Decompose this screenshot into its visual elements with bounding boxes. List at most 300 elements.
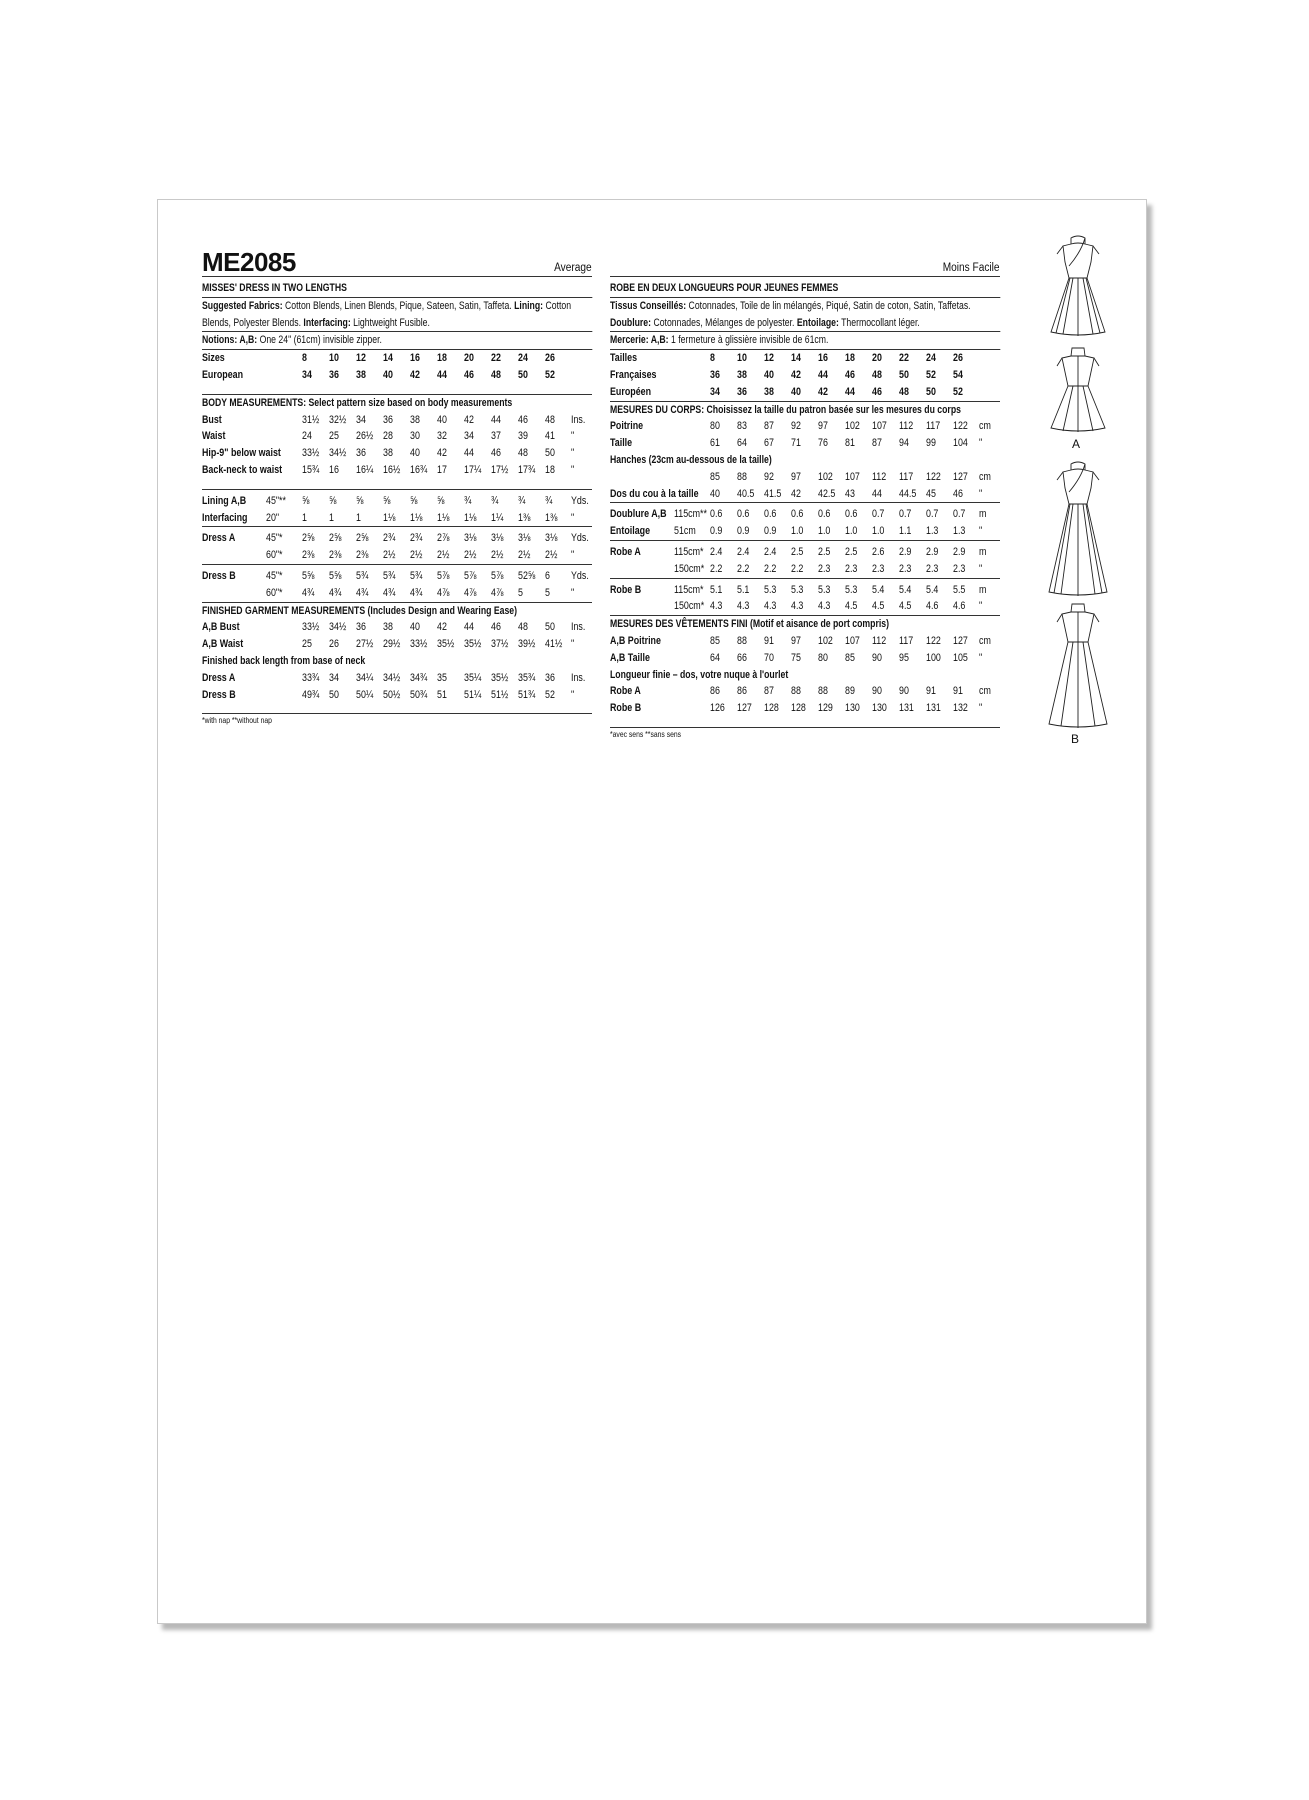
unit-label: " (979, 487, 983, 500)
table-cell: 39 (518, 430, 528, 443)
table-cell: 99 (926, 437, 936, 450)
table-cell: 5.3 (845, 583, 858, 596)
row-label: Waist (202, 430, 226, 443)
unit-label: cm (979, 685, 991, 698)
table-cell: 44.5 (899, 487, 917, 500)
table-cell: 2.2 (737, 562, 750, 575)
pattern-title-fr: ROBE EN DEUX LONGUEURS POUR JEUNES FEMMES (610, 280, 1000, 298)
table-cell: 2½ (545, 549, 558, 562)
size-table (202, 350, 592, 384)
table-cell: 48 (872, 368, 882, 381)
table-cell: 50 (899, 368, 909, 381)
fabric-width: 60"* (266, 586, 283, 599)
table-cell: 34 (710, 385, 720, 398)
table-cell: 1⅜ (545, 511, 558, 524)
table-cell: 88 (818, 685, 828, 698)
row-label: Lining A,B (202, 494, 247, 507)
table-cell: 34¾ (410, 671, 428, 684)
table-row (610, 700, 1000, 717)
row-label: Taille (610, 437, 633, 450)
table-cell: 46 (464, 368, 474, 381)
table-cell: 4.3 (710, 600, 723, 613)
table-cell: 0.9 (737, 525, 750, 538)
unit-label: " (571, 463, 575, 476)
table-cell: ⅝ (302, 494, 310, 507)
table-cell: 94 (899, 437, 909, 450)
table-cell: 90 (872, 685, 882, 698)
row-label: A,B Taille (610, 651, 650, 664)
table-cell: 35½ (491, 671, 509, 684)
unit-label: Yds. (571, 532, 589, 545)
table-cell: 4.6 (926, 600, 939, 613)
table-cell: 16 (329, 463, 339, 476)
unit-label: cm (979, 470, 991, 483)
table-cell: 4.3 (791, 600, 804, 613)
table-cell: 76 (818, 437, 828, 450)
hip-row-fr (610, 469, 1000, 486)
table-row (610, 633, 1000, 650)
table-cell: 1¼ (491, 511, 504, 524)
table-cell: 4.5 (845, 600, 858, 613)
table-cell: 0.7 (872, 508, 885, 521)
table-cell: 51¼ (464, 688, 482, 701)
dress-a-back-illustration (1043, 344, 1113, 434)
table-cell: 4⅞ (437, 586, 450, 599)
table-cell: 52 (926, 368, 936, 381)
unit-label: Yds. (571, 569, 589, 582)
table-cell: 1⅜ (518, 511, 531, 524)
row-label: A,B Waist (202, 638, 244, 651)
finished-table-fr (610, 633, 1000, 667)
table-cell: 18 (437, 352, 447, 365)
table-row (202, 412, 592, 429)
table-cell: 88 (791, 685, 801, 698)
table-cell: 40.5 (737, 487, 755, 500)
table-cell: 1.0 (872, 525, 885, 538)
fabric-width: 51cm (674, 525, 696, 538)
table-cell: 89 (845, 685, 855, 698)
table-cell: 20 (872, 352, 882, 365)
table-cell: 104 (953, 437, 968, 450)
table-cell: 14 (791, 352, 801, 365)
table-cell: 10 (329, 352, 339, 365)
row-label: Robe A (610, 545, 641, 558)
row-label: European (202, 368, 244, 381)
table-cell: 122 (953, 420, 968, 433)
yardage-group (610, 541, 1000, 579)
table-cell: 97 (791, 634, 801, 647)
table-row (610, 582, 1000, 599)
table-cell: 5.3 (764, 583, 777, 596)
unit-label: cm (979, 420, 991, 433)
size-table-fr (610, 350, 1000, 401)
pattern-title: MISSES' DRESS IN TWO LENGTHS (202, 280, 592, 298)
table-cell: 8 (710, 352, 715, 365)
table-cell: 26½ (356, 430, 374, 443)
table-cell: 5¾ (410, 569, 423, 582)
table-cell: 2⅜ (356, 549, 369, 562)
table-cell: 0.6 (845, 508, 858, 521)
table-cell: 16 (410, 352, 420, 365)
table-cell: 44 (872, 487, 882, 500)
view-label-b: B (1071, 732, 1080, 746)
table-cell: 66 (737, 651, 747, 664)
yardage-table (202, 490, 592, 603)
table-cell: 5⅝ (329, 569, 342, 582)
table-cell: 2.3 (899, 562, 912, 575)
notions-line: Notions: A,B: One 24" (61cm) invisible zipper. (202, 332, 592, 350)
table-cell: 112 (872, 634, 887, 647)
table-cell: 37 (491, 430, 501, 443)
hip-heading-fr: Hanches (23cm au-dessous de la taille) (610, 453, 772, 466)
fabric-width: 45"* (266, 569, 283, 582)
fabrics-line: Suggested Fabrics: Cotton Blends, Linen Blends, Pique, Sateen, Satin, Taffeta. Lining: Cotton (202, 299, 572, 312)
yardage-group (610, 579, 1000, 617)
table-cell: 70 (764, 651, 774, 664)
row-label: Robe B (610, 583, 642, 596)
table-cell: 40 (383, 368, 393, 381)
table-row (202, 493, 592, 510)
table-cell: 46 (518, 413, 528, 426)
table-cell: 33½ (410, 638, 428, 651)
table-row (202, 619, 592, 636)
finished-heading: FINISHED GARMENT MEASUREMENTS (Includes Design and Wearing Ease) (202, 604, 518, 617)
table-cell: 38 (356, 368, 366, 381)
table-cell: 2⅝ (356, 532, 369, 545)
table-cell: 38 (737, 368, 747, 381)
table-cell: 127 (737, 702, 752, 715)
table-cell: 122 (926, 470, 941, 483)
table-cell: 34 (302, 368, 312, 381)
back-neck-row-fr (610, 486, 1000, 504)
fabric-width: 150cm* (674, 600, 705, 613)
table-row (610, 418, 1000, 435)
row-label: Dress A (202, 532, 236, 545)
table-cell: 61 (710, 437, 720, 450)
table-row (202, 428, 592, 445)
yardage-group (202, 527, 592, 565)
table-cell: 2.5 (791, 545, 804, 558)
table-cell: 8 (302, 352, 307, 365)
fabrics-line-fr: Tissus Conseillés: Cotonnades, Toile de lin mélangés, Piqué, Satin de coton, Satin, Taffetas. (610, 299, 971, 312)
table-cell: 88 (737, 470, 747, 483)
table-cell: 4¾ (410, 586, 423, 599)
table-cell: 51¾ (518, 688, 536, 701)
table-cell: 107 (845, 634, 860, 647)
table-cell: 1.3 (926, 525, 939, 538)
unit-label: m (979, 583, 987, 596)
table-cell: 42 (410, 368, 420, 381)
table-cell: 51½ (491, 688, 509, 701)
table-cell: 2.3 (953, 562, 966, 575)
body-measurements-heading: BODY MEASUREMENTS: Select pattern size based on body measurements (202, 396, 513, 409)
table-cell: 86 (710, 685, 720, 698)
table-cell: 4.3 (818, 600, 831, 613)
table-cell: 40 (791, 385, 801, 398)
table-cell: ⅝ (329, 494, 337, 507)
table-cell: 50 (926, 385, 936, 398)
table-cell: 117 (899, 470, 914, 483)
table-cell: 102 (818, 634, 833, 647)
table-cell: ⅝ (410, 494, 418, 507)
table-cell: 2⅝ (329, 532, 342, 545)
row-label: Européen (610, 385, 652, 398)
table-row (202, 530, 592, 547)
table-cell: 107 (845, 470, 860, 483)
table-cell: 36 (356, 447, 366, 460)
table-row (610, 469, 1000, 486)
table-cell: 64 (710, 651, 720, 664)
footnote: *with nap **without nap (202, 716, 272, 726)
table-row (202, 568, 592, 585)
table-cell: 5⅞ (437, 569, 450, 582)
table-cell: 28 (383, 430, 393, 443)
body-measurements-heading-fr: MESURES DU CORPS: Choisissez la taille du patron basée sur les mesures du corps (610, 403, 961, 416)
table-cell: 46 (491, 447, 501, 460)
table-cell: 27½ (356, 638, 374, 651)
table-cell: 91 (764, 634, 774, 647)
table-cell: 25 (302, 638, 312, 651)
table-cell: 75 (791, 651, 801, 664)
table-cell: 107 (872, 420, 887, 433)
table-cell: 40 (764, 368, 774, 381)
difficulty-level: Average (554, 262, 592, 274)
table-cell: 5.3 (791, 583, 804, 596)
back-length-heading: Finished back length from base of neck (202, 654, 366, 667)
fabric-width: 45"* (266, 532, 283, 545)
table-cell: 117 (926, 420, 941, 433)
table-cell: 85 (845, 651, 855, 664)
table-cell: 32½ (329, 413, 347, 426)
table-cell: 6 (545, 569, 550, 582)
table-cell: 2.4 (764, 545, 777, 558)
table-cell: 34½ (383, 671, 401, 684)
table-cell: 85 (710, 634, 720, 647)
table-cell: 16 (818, 352, 828, 365)
table-cell: 42 (791, 487, 801, 500)
table-row (202, 670, 592, 687)
table-cell: 50 (518, 368, 528, 381)
table-cell: 29½ (383, 638, 401, 651)
table-cell: 130 (845, 702, 860, 715)
table-cell: 2⅝ (302, 532, 315, 545)
table-cell: 42 (818, 385, 828, 398)
table-cell: 67 (764, 437, 774, 450)
table-cell: 46 (845, 368, 855, 381)
dress-b-back-illustration (1043, 600, 1113, 730)
table-cell: 2½ (383, 549, 396, 562)
table-cell: 26 (329, 638, 339, 651)
table-cell: 40 (410, 621, 420, 634)
table-cell: ¾ (491, 494, 499, 507)
table-cell: 92 (764, 470, 774, 483)
table-cell: 52 (953, 385, 963, 398)
table-cell: 38 (383, 447, 393, 460)
table-row (610, 367, 1000, 384)
table-cell: 5⅞ (464, 569, 477, 582)
table-cell: 18 (545, 463, 555, 476)
table-cell: 112 (899, 420, 914, 433)
table-cell: 2.4 (737, 545, 750, 558)
table-cell: 25 (329, 430, 339, 443)
fabric-width: 60"* (266, 549, 283, 562)
table-cell: 4¾ (383, 586, 396, 599)
yardage-group (202, 490, 592, 528)
notions-line-fr: Mercerie: A,B: 1 fermeture à glissière invisible de 61cm. (610, 332, 1000, 350)
table-cell: 1⅛ (437, 511, 450, 524)
table-row (610, 683, 1000, 700)
table-cell: 0.9 (764, 525, 777, 538)
body-measurements-table-fr (610, 418, 1000, 452)
table-cell: 2.9 (926, 545, 939, 558)
unit-label: " (571, 447, 575, 460)
table-cell: 42 (437, 621, 447, 634)
table-cell: 33½ (302, 621, 320, 634)
table-cell: 36 (737, 385, 747, 398)
table-cell: 26 (953, 352, 963, 365)
table-cell: 42.5 (818, 487, 836, 500)
pattern-code: ME2085 (202, 247, 296, 277)
fabric-width: 115cm* (674, 545, 704, 558)
table-cell: 5 (545, 586, 550, 599)
table-cell: 130 (872, 702, 887, 715)
table-cell: 46 (491, 621, 501, 634)
table-row (202, 445, 592, 462)
table-cell: 100 (926, 651, 941, 664)
table-row (610, 384, 1000, 401)
french-header (610, 248, 1000, 277)
table-cell: 12 (356, 352, 366, 365)
table-cell: 35½ (464, 638, 482, 651)
table-cell: ¾ (545, 494, 553, 507)
table-cell: 44 (464, 621, 474, 634)
table-row (202, 462, 592, 479)
table-cell: 35¼ (464, 671, 482, 684)
table-cell: 50¾ (410, 688, 428, 701)
table-row (610, 598, 1000, 615)
table-cell: 40 (437, 413, 447, 426)
table-cell: 4.5 (899, 600, 912, 613)
table-cell: 0.6 (818, 508, 831, 521)
table-cell: 17¼ (464, 463, 482, 476)
table-cell: 5.3 (818, 583, 831, 596)
unit-label: " (979, 437, 983, 450)
row-label: Back-neck to waist (202, 463, 283, 476)
table-cell: 50 (545, 621, 555, 634)
table-cell: 2⅜ (329, 549, 342, 562)
table-cell: 2.9 (953, 545, 966, 558)
table-cell: 5.5 (953, 583, 966, 596)
difficulty-level-fr: Moins Facile (943, 262, 1000, 274)
table-row (202, 350, 592, 367)
table-cell: 44 (818, 368, 828, 381)
table-cell: 43 (845, 487, 855, 500)
table-cell: 52 (545, 688, 555, 701)
row-label: Dos du cou à la taille (610, 487, 699, 500)
table-cell: ⅝ (437, 494, 445, 507)
table-cell: 2.2 (791, 562, 804, 575)
table-cell: 48 (899, 385, 909, 398)
table-cell: 36 (710, 368, 720, 381)
table-cell: 64 (737, 437, 747, 450)
table-cell: 1⅛ (383, 511, 396, 524)
table-cell: 12 (764, 352, 774, 365)
table-cell: 0.6 (791, 508, 804, 521)
unit-label: " (979, 702, 983, 715)
table-cell: 2⅞ (437, 532, 450, 545)
table-cell: 52⅝ (518, 569, 536, 582)
row-label: Interfacing (202, 511, 248, 524)
table-cell: 34¼ (356, 671, 374, 684)
table-cell: 45 (926, 487, 936, 500)
table-cell: 2½ (437, 549, 450, 562)
table-cell: 2.6 (872, 545, 885, 558)
table-cell: 5¾ (383, 569, 396, 582)
table-cell: 48 (491, 368, 501, 381)
table-cell: ⅝ (356, 494, 364, 507)
table-cell: 2¾ (410, 532, 423, 545)
table-cell: 2½ (491, 549, 504, 562)
table-cell: 86 (737, 685, 747, 698)
back-length-table-fr (610, 683, 1000, 717)
table-cell: 129 (818, 702, 833, 715)
table-row (610, 506, 1000, 523)
fabric-width: 150cm* (674, 562, 705, 575)
dress-b-front-illustration (1043, 458, 1113, 598)
table-cell: 17 (437, 463, 447, 476)
table-cell: ¾ (464, 494, 472, 507)
fabric-width: 45"** (266, 494, 286, 507)
table-cell: 117 (899, 634, 914, 647)
table-cell: 24 (518, 352, 528, 365)
unit-label: " (979, 562, 983, 575)
table-cell: 91 (953, 685, 963, 698)
table-cell: 0.7 (953, 508, 966, 521)
table-cell: 5¾ (356, 569, 369, 582)
table-cell: 38 (410, 413, 420, 426)
back-length-table (202, 670, 592, 704)
lining-line-fr: Doublure: Cotonnades, Mélanges de polyester. Entoilage: Thermocollant léger. (610, 315, 1000, 333)
unit-label: " (571, 549, 575, 562)
row-label: A,B Poitrine (610, 634, 661, 647)
table-cell: 46 (953, 487, 963, 500)
row-label: Dress B (202, 569, 236, 582)
finished-table (202, 619, 592, 653)
row-label: A,B Bust (202, 621, 240, 634)
table-cell: 3⅛ (545, 532, 558, 545)
table-row (610, 650, 1000, 667)
table-cell: 35 (437, 671, 447, 684)
table-cell: 54 (953, 368, 963, 381)
footnote-fr: *avec sens **sans sens (610, 729, 682, 739)
table-cell: 15¾ (302, 463, 320, 476)
table-cell: 18 (845, 352, 855, 365)
table-cell: 34½ (329, 621, 347, 634)
table-cell: 105 (953, 651, 968, 664)
table-cell: 5⅝ (302, 569, 315, 582)
table-cell: 41.5 (764, 487, 782, 500)
table-cell: 17½ (491, 463, 509, 476)
unit-label: Yds. (571, 494, 589, 507)
table-cell: 80 (818, 651, 828, 664)
table-cell: 92 (791, 420, 801, 433)
table-row (610, 435, 1000, 452)
table-cell: 87 (764, 420, 774, 433)
table-row (202, 510, 592, 527)
table-cell: 34½ (329, 447, 347, 460)
table-cell: 3⅛ (464, 532, 477, 545)
table-cell: 87 (872, 437, 882, 450)
